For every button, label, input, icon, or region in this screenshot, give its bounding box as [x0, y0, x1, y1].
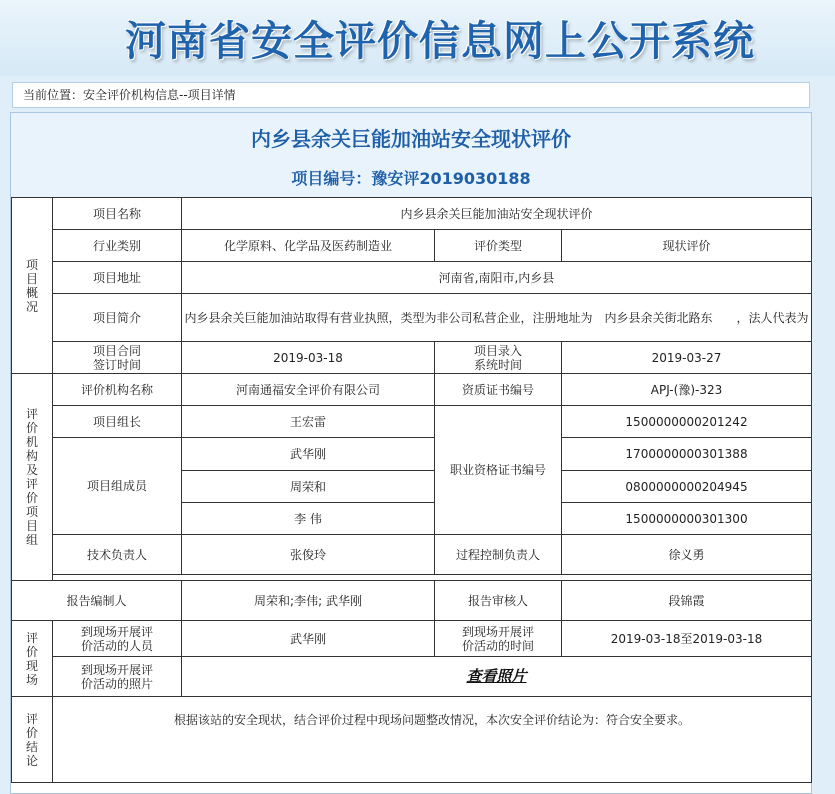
- team-member: 周荣和: [182, 471, 435, 503]
- site-staff-value: 武华刚: [182, 621, 435, 657]
- address-label: 项目地址: [53, 262, 182, 294]
- banner: [0, 0, 835, 76]
- cert-label: 资质证书编号: [435, 374, 562, 406]
- entry-date-value: 2019-03-27: [562, 342, 812, 374]
- qual-cert-number: 0800000000204945: [562, 471, 812, 503]
- industry-value: 化学原料、化学品及医药制造业: [182, 230, 435, 262]
- process-lead-value: 徐义勇: [562, 535, 812, 575]
- section-conclusion-label: 评 价 结 论: [12, 697, 53, 783]
- project-name-label: 项目名称: [53, 198, 182, 230]
- site-time-label: 到现场开展评 价活动的时间: [435, 621, 562, 657]
- project-code: 项目编号：豫安评2019030188: [291, 169, 531, 188]
- intro-value: 内乡县余关巨能加油站取得有营业执照，类型为非公司私营企业，注册地址为 内乡县余关街北路东 ，法人代表为: [182, 294, 812, 342]
- tech-lead-label: 技术负责人: [53, 535, 182, 575]
- qual-cert-number: 1500000000201242: [562, 406, 812, 438]
- entry-date-label: 项目录入 系统时间: [435, 342, 562, 374]
- team-member: 武华刚: [182, 438, 435, 471]
- tech-lead-value: 张俊玲: [182, 535, 435, 575]
- conclusion-text: 根据该站的安全现状，结合评价过程中现场问题整改情况，本次安全评价结论为：符合安全要求。: [53, 697, 812, 783]
- report-writer-label: 报告编制人: [12, 581, 182, 621]
- qual-cert-number: 1500000000301300: [562, 503, 812, 535]
- report-reviewer-value: 段锦霞: [562, 581, 812, 621]
- team-leader-value: 王宏雷: [182, 406, 435, 438]
- team-member: 李 伟: [182, 503, 435, 535]
- site-photo-label: 到现场开展评 价活动的照片: [53, 657, 182, 697]
- breadcrumb: 当前位置：安全评价机构信息--项目详情: [12, 82, 810, 108]
- site-title: 河南省安全评价信息网上公开系统: [125, 17, 755, 65]
- project-title: 内乡县余关巨能加油站安全现状评价: [251, 127, 571, 151]
- section-site-label: 评 价 现 场: [12, 621, 53, 697]
- project-detail-panel: [10, 112, 812, 794]
- eval-type-value: 现状评价: [562, 230, 812, 262]
- process-lead-label: 过程控制负责人: [435, 535, 562, 575]
- site-photo-cell: [182, 657, 812, 697]
- industry-label: 行业类别: [53, 230, 182, 262]
- report-reviewer-label: 报告审核人: [435, 581, 562, 621]
- contract-date-value: 2019-03-18: [182, 342, 435, 374]
- agency-name-label: 评价机构名称: [53, 374, 182, 406]
- project-header: [11, 113, 811, 198]
- agency-name-value: 河南通福安全评价有限公司: [182, 374, 435, 406]
- project-detail-table: [11, 197, 812, 783]
- section-overview-label: 项 目 概 况: [12, 198, 53, 374]
- project-name-value: 内乡县余关巨能加油站安全现状评价: [182, 198, 812, 230]
- section-agency-label: 评 价 机 构 及 评 价 项 目 组: [12, 374, 53, 581]
- eval-type-label: 评价类型: [435, 230, 562, 262]
- qual-cert-number: 1700000000301388: [562, 438, 812, 471]
- site-staff-label: 到现场开展评 价活动的人员: [53, 621, 182, 657]
- intro-label: 项目简介: [53, 294, 182, 342]
- cert-value: APJ-(豫)-323: [562, 374, 812, 406]
- qual-cert-label: 职业资格证书编号: [435, 406, 562, 535]
- view-photos-link[interactable]: 查看照片: [466, 667, 527, 685]
- report-writer-value: 周荣和;李伟; 武华刚: [182, 581, 435, 621]
- site-time-value: 2019-03-18至2019-03-18: [562, 621, 812, 657]
- team-leader-label: 项目组长: [53, 406, 182, 438]
- contract-date-label: 项目合同 签订时间: [53, 342, 182, 374]
- team-members-label: 项目组成员: [53, 438, 182, 535]
- address-value: 河南省,南阳市,内乡县: [182, 262, 812, 294]
